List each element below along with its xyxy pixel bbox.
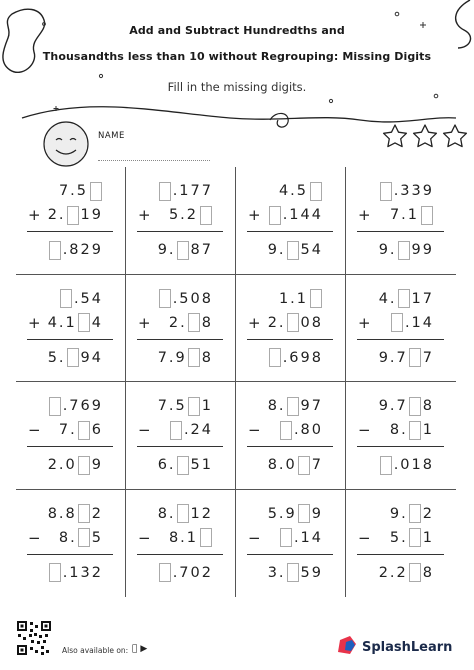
- available-on-label: Also available on:: [62, 646, 129, 655]
- missing-digit-box[interactable]: [78, 421, 90, 440]
- digits-text: 9.: [389, 505, 408, 522]
- digits-text: 12: [190, 505, 213, 522]
- result-row: [379, 563, 434, 583]
- operator-sign: −: [248, 528, 261, 547]
- bottom-operand: [268, 205, 323, 225]
- top-operand: [268, 396, 323, 416]
- missing-digit-box[interactable]: [310, 182, 322, 201]
- digits-text: 7: [422, 349, 434, 366]
- smiley-face-icon: [44, 122, 88, 166]
- digits-text: 8.1: [168, 529, 198, 546]
- digits-text: 8: [422, 564, 434, 581]
- bottom-operand: [390, 420, 434, 440]
- digits-text: 9: [91, 457, 103, 473]
- missing-digit-box[interactable]: [409, 397, 421, 416]
- digits-text: .14: [404, 314, 434, 331]
- operator-sign: +: [248, 313, 261, 332]
- missing-digit-box[interactable]: [49, 241, 61, 260]
- result-row: [379, 240, 434, 260]
- digits-text: 08: [300, 314, 323, 331]
- missing-digit-box[interactable]: [421, 206, 433, 225]
- google-play-icon[interactable]: ▶: [132, 644, 142, 654]
- digits-text: 3.: [267, 564, 286, 581]
- missing-digit-box[interactable]: [269, 206, 281, 225]
- digits-text: 9.: [157, 242, 176, 258]
- digits-text: 5.2: [168, 207, 198, 223]
- digits-text: .339: [393, 183, 434, 199]
- operator-sign: −: [358, 528, 371, 547]
- bottom-operand: [59, 420, 103, 440]
- bottom-operand: [268, 313, 323, 333]
- answer-line: [247, 554, 333, 555]
- digits-text: 5.: [389, 529, 408, 546]
- digits-text: 4.: [378, 290, 397, 307]
- digits-text: 2: [422, 505, 434, 522]
- answer-line: [137, 554, 223, 555]
- digits-text: 8: [201, 314, 213, 331]
- bottom-operand: [48, 205, 103, 225]
- result-row: [379, 455, 434, 475]
- missing-digit-box[interactable]: [269, 348, 281, 367]
- result-row: [268, 563, 323, 583]
- missing-digit-box[interactable]: [159, 182, 171, 201]
- digits-text: .177: [172, 183, 213, 199]
- top-operand: [379, 396, 434, 416]
- missing-digit-box[interactable]: [49, 397, 61, 416]
- bottom-operand: [169, 313, 213, 333]
- bottom-operand: [59, 528, 103, 548]
- operator-sign: −: [28, 528, 41, 547]
- missing-digit-box[interactable]: [170, 421, 182, 440]
- digits-text: 7.5: [157, 398, 187, 414]
- missing-digit-box[interactable]: [78, 528, 90, 547]
- digits-text: 8.: [157, 505, 176, 522]
- digits-text: 97: [300, 398, 323, 414]
- name-field[interactable]: [98, 160, 210, 161]
- answer-line: [357, 339, 444, 340]
- digits-text: 59: [300, 564, 323, 581]
- missing-digit-box[interactable]: [60, 289, 72, 308]
- missing-digit-box[interactable]: [177, 456, 189, 475]
- bottom-operand: [390, 313, 434, 333]
- missing-digit-box[interactable]: [188, 313, 200, 332]
- missing-digit-box[interactable]: [280, 528, 292, 547]
- digits-text: 17: [411, 290, 434, 307]
- bottom-operand: [48, 313, 103, 333]
- top-operand: [279, 289, 323, 309]
- digits-text: 1: [422, 422, 434, 438]
- problem-cell: [346, 382, 456, 490]
- missing-digit-box[interactable]: [159, 289, 171, 308]
- missing-digit-box[interactable]: [200, 528, 212, 547]
- digits-text: 5.9: [267, 505, 297, 522]
- missing-digit-box[interactable]: [409, 421, 421, 440]
- missing-digit-box[interactable]: [409, 504, 421, 523]
- problem-cell: [236, 167, 346, 275]
- digits-text: 2.: [168, 314, 187, 331]
- digits-text: 6: [91, 422, 103, 438]
- operator-sign: +: [28, 206, 41, 224]
- missing-digit-box[interactable]: [409, 563, 421, 582]
- brand-name: SplashLearn: [362, 640, 453, 655]
- answer-line: [137, 339, 223, 340]
- missing-digit-box[interactable]: [67, 206, 79, 225]
- missing-digit-box[interactable]: [280, 421, 292, 440]
- operator-sign: −: [248, 421, 261, 439]
- problem-cell: [236, 490, 346, 598]
- result-row: [268, 240, 323, 260]
- missing-digit-box[interactable]: [287, 313, 299, 332]
- digits-text: 5.: [47, 349, 66, 366]
- problem-cell: [346, 490, 456, 598]
- result-row: [268, 348, 323, 368]
- top-operand: [59, 181, 103, 201]
- digits-text: 94: [80, 349, 103, 366]
- top-operand: [158, 504, 213, 524]
- digits-text: 4.5: [278, 183, 308, 199]
- problem-cell: [16, 275, 126, 383]
- answer-line: [247, 339, 333, 340]
- digits-text: .702: [172, 564, 213, 581]
- operator-sign: −: [28, 421, 41, 439]
- operator-sign: +: [358, 313, 371, 332]
- missing-digit-box[interactable]: [380, 182, 392, 201]
- missing-digit-box[interactable]: [49, 563, 61, 582]
- answer-line: [27, 446, 113, 447]
- answer-line: [357, 554, 444, 555]
- result-row: [158, 348, 213, 368]
- result-row: [268, 455, 323, 475]
- top-operand: [268, 504, 323, 524]
- top-operand: [48, 504, 103, 524]
- top-operand: [279, 181, 323, 201]
- problem-cell: [16, 167, 126, 275]
- result-row: [158, 455, 213, 475]
- bottom-operand: [169, 420, 213, 440]
- digits-text: .829: [62, 242, 103, 258]
- missing-digit-box[interactable]: [398, 289, 410, 308]
- digits-text: 51: [190, 457, 213, 473]
- digits-text: 2.: [267, 314, 286, 331]
- digits-text: .769: [62, 398, 103, 414]
- digits-text: 8.: [267, 398, 286, 414]
- top-operand: [158, 289, 213, 309]
- result-row: [379, 348, 434, 368]
- missing-digit-box[interactable]: [177, 241, 189, 260]
- answer-line: [27, 554, 113, 555]
- digits-text: 2.: [47, 207, 66, 223]
- digits-text: 8.: [58, 529, 77, 546]
- digits-text: 19: [80, 207, 103, 223]
- digits-text: 9.: [378, 242, 397, 258]
- operator-sign: −: [138, 528, 151, 547]
- operator-sign: +: [138, 313, 151, 332]
- operator-sign: +: [358, 206, 371, 224]
- result-row: [48, 455, 103, 475]
- name-label: NAME: [98, 131, 125, 141]
- answer-line: [137, 231, 223, 232]
- missing-digit-box[interactable]: [78, 456, 90, 475]
- top-operand: [59, 289, 103, 309]
- answer-line: [247, 446, 333, 447]
- digits-text: 9.7: [378, 349, 408, 366]
- digits-text: 7: [311, 457, 323, 473]
- answer-line: [137, 446, 223, 447]
- bottom-operand: [279, 420, 323, 440]
- missing-digit-box[interactable]: [67, 348, 79, 367]
- digits-text: 9.7: [378, 398, 408, 414]
- problem-cell: [16, 490, 126, 598]
- top-operand: [48, 396, 103, 416]
- missing-digit-box[interactable]: [200, 206, 212, 225]
- top-operand: [379, 181, 434, 201]
- missing-digit-box[interactable]: [287, 241, 299, 260]
- missing-digit-box[interactable]: [188, 397, 200, 416]
- missing-digit-box[interactable]: [298, 504, 310, 523]
- digits-text: 7.1: [389, 207, 419, 223]
- digits-text: 8.8: [47, 505, 77, 522]
- wave-line: [22, 107, 456, 122]
- problem-cell: [346, 275, 456, 383]
- digits-text: .14: [293, 529, 323, 546]
- operator-sign: −: [138, 421, 151, 439]
- digits-text: 8.: [389, 422, 408, 438]
- top-operand: [379, 289, 434, 309]
- worksheet-title-line-1: Add and Subtract Hundredths and: [129, 24, 345, 37]
- instructions-text: Fill in the missing digits.: [167, 80, 307, 94]
- digits-text: .80: [293, 422, 323, 438]
- answer-line: [27, 231, 113, 232]
- result-row: [48, 563, 103, 583]
- missing-digit-box[interactable]: [188, 348, 200, 367]
- missing-digit-box[interactable]: [398, 241, 410, 260]
- missing-digit-box[interactable]: [287, 563, 299, 582]
- problem-cell: [126, 490, 236, 598]
- operator-sign: +: [138, 206, 151, 224]
- digits-text: 1: [422, 529, 434, 546]
- missing-digit-box[interactable]: [409, 348, 421, 367]
- digits-text: 1.1: [278, 290, 308, 307]
- store-icons: [132, 644, 150, 654]
- missing-digit-box[interactable]: [90, 182, 102, 201]
- digits-text: .132: [62, 564, 103, 581]
- digits-text: .018: [393, 457, 434, 473]
- bottom-operand: [279, 528, 323, 548]
- top-operand: [158, 396, 213, 416]
- problem-cell: [126, 275, 236, 383]
- digits-text: 7.: [58, 422, 77, 438]
- bottom-operand: [169, 528, 213, 548]
- result-row: [158, 563, 213, 583]
- missing-digit-box[interactable]: [310, 289, 322, 308]
- digits-text: 7.9: [157, 349, 187, 366]
- missing-digit-box[interactable]: [298, 456, 310, 475]
- result-row: [158, 240, 213, 260]
- missing-digit-box[interactable]: [78, 504, 90, 523]
- worksheet-title-line-2: Thousandths less than 10 without Regrouping: Missing Digits: [42, 50, 432, 63]
- digits-text: 6.: [157, 457, 176, 473]
- answer-line: [357, 231, 444, 232]
- operator-sign: +: [28, 313, 41, 332]
- digits-text: 4: [91, 314, 103, 331]
- answer-line: [357, 446, 444, 447]
- digits-text: .54: [73, 290, 103, 307]
- missing-digit-box[interactable]: [177, 504, 189, 523]
- bottom-operand: [390, 528, 434, 548]
- missing-digit-box[interactable]: [287, 397, 299, 416]
- swirl-shape: [270, 113, 288, 127]
- problem-cell: [236, 382, 346, 490]
- problem-cell: [126, 382, 236, 490]
- digits-text: 8: [201, 349, 213, 366]
- digits-text: 1: [201, 398, 213, 414]
- digits-text: 2.0: [47, 457, 77, 473]
- missing-digit-box[interactable]: [391, 313, 403, 332]
- digits-text: 7.5: [58, 183, 88, 199]
- result-row: [48, 240, 103, 260]
- digits-text: 2.2: [378, 564, 408, 581]
- digits-text: 99: [411, 242, 434, 258]
- rating-stars-icon: [384, 125, 467, 147]
- bottom-operand: [390, 205, 434, 225]
- digits-text: 9: [311, 505, 323, 522]
- answer-line: [247, 231, 333, 232]
- missing-digit-box[interactable]: [159, 563, 171, 582]
- problem-grid: [16, 167, 456, 597]
- splashlearn-logo-icon: [338, 636, 356, 654]
- answer-line: [27, 339, 113, 340]
- digits-text: .144: [282, 207, 323, 223]
- digits-text: .508: [172, 290, 213, 307]
- problem-cell: [236, 275, 346, 383]
- digits-text: 5: [91, 529, 103, 546]
- missing-digit-box[interactable]: [78, 313, 90, 332]
- problem-cell: [126, 167, 236, 275]
- top-operand: [390, 504, 434, 524]
- digits-text: 8: [422, 398, 434, 414]
- digits-text: .698: [282, 349, 323, 366]
- operator-sign: −: [358, 421, 371, 439]
- digits-text: 2: [91, 505, 103, 522]
- operator-sign: +: [248, 206, 261, 224]
- digits-text: 54: [300, 242, 323, 258]
- top-operand: [158, 181, 213, 201]
- missing-digit-box[interactable]: [380, 456, 392, 475]
- digits-text: .24: [183, 422, 213, 438]
- problem-cell: [16, 382, 126, 490]
- digits-text: 9.: [267, 242, 286, 258]
- problem-cell: [346, 167, 456, 275]
- bottom-operand: [169, 205, 213, 225]
- missing-digit-box[interactable]: [409, 528, 421, 547]
- result-row: [48, 348, 103, 368]
- digits-text: 8.0: [267, 457, 297, 473]
- digits-text: 87: [190, 242, 213, 258]
- qr-code-icon: [16, 620, 52, 656]
- digits-text: 4.1: [47, 314, 77, 331]
